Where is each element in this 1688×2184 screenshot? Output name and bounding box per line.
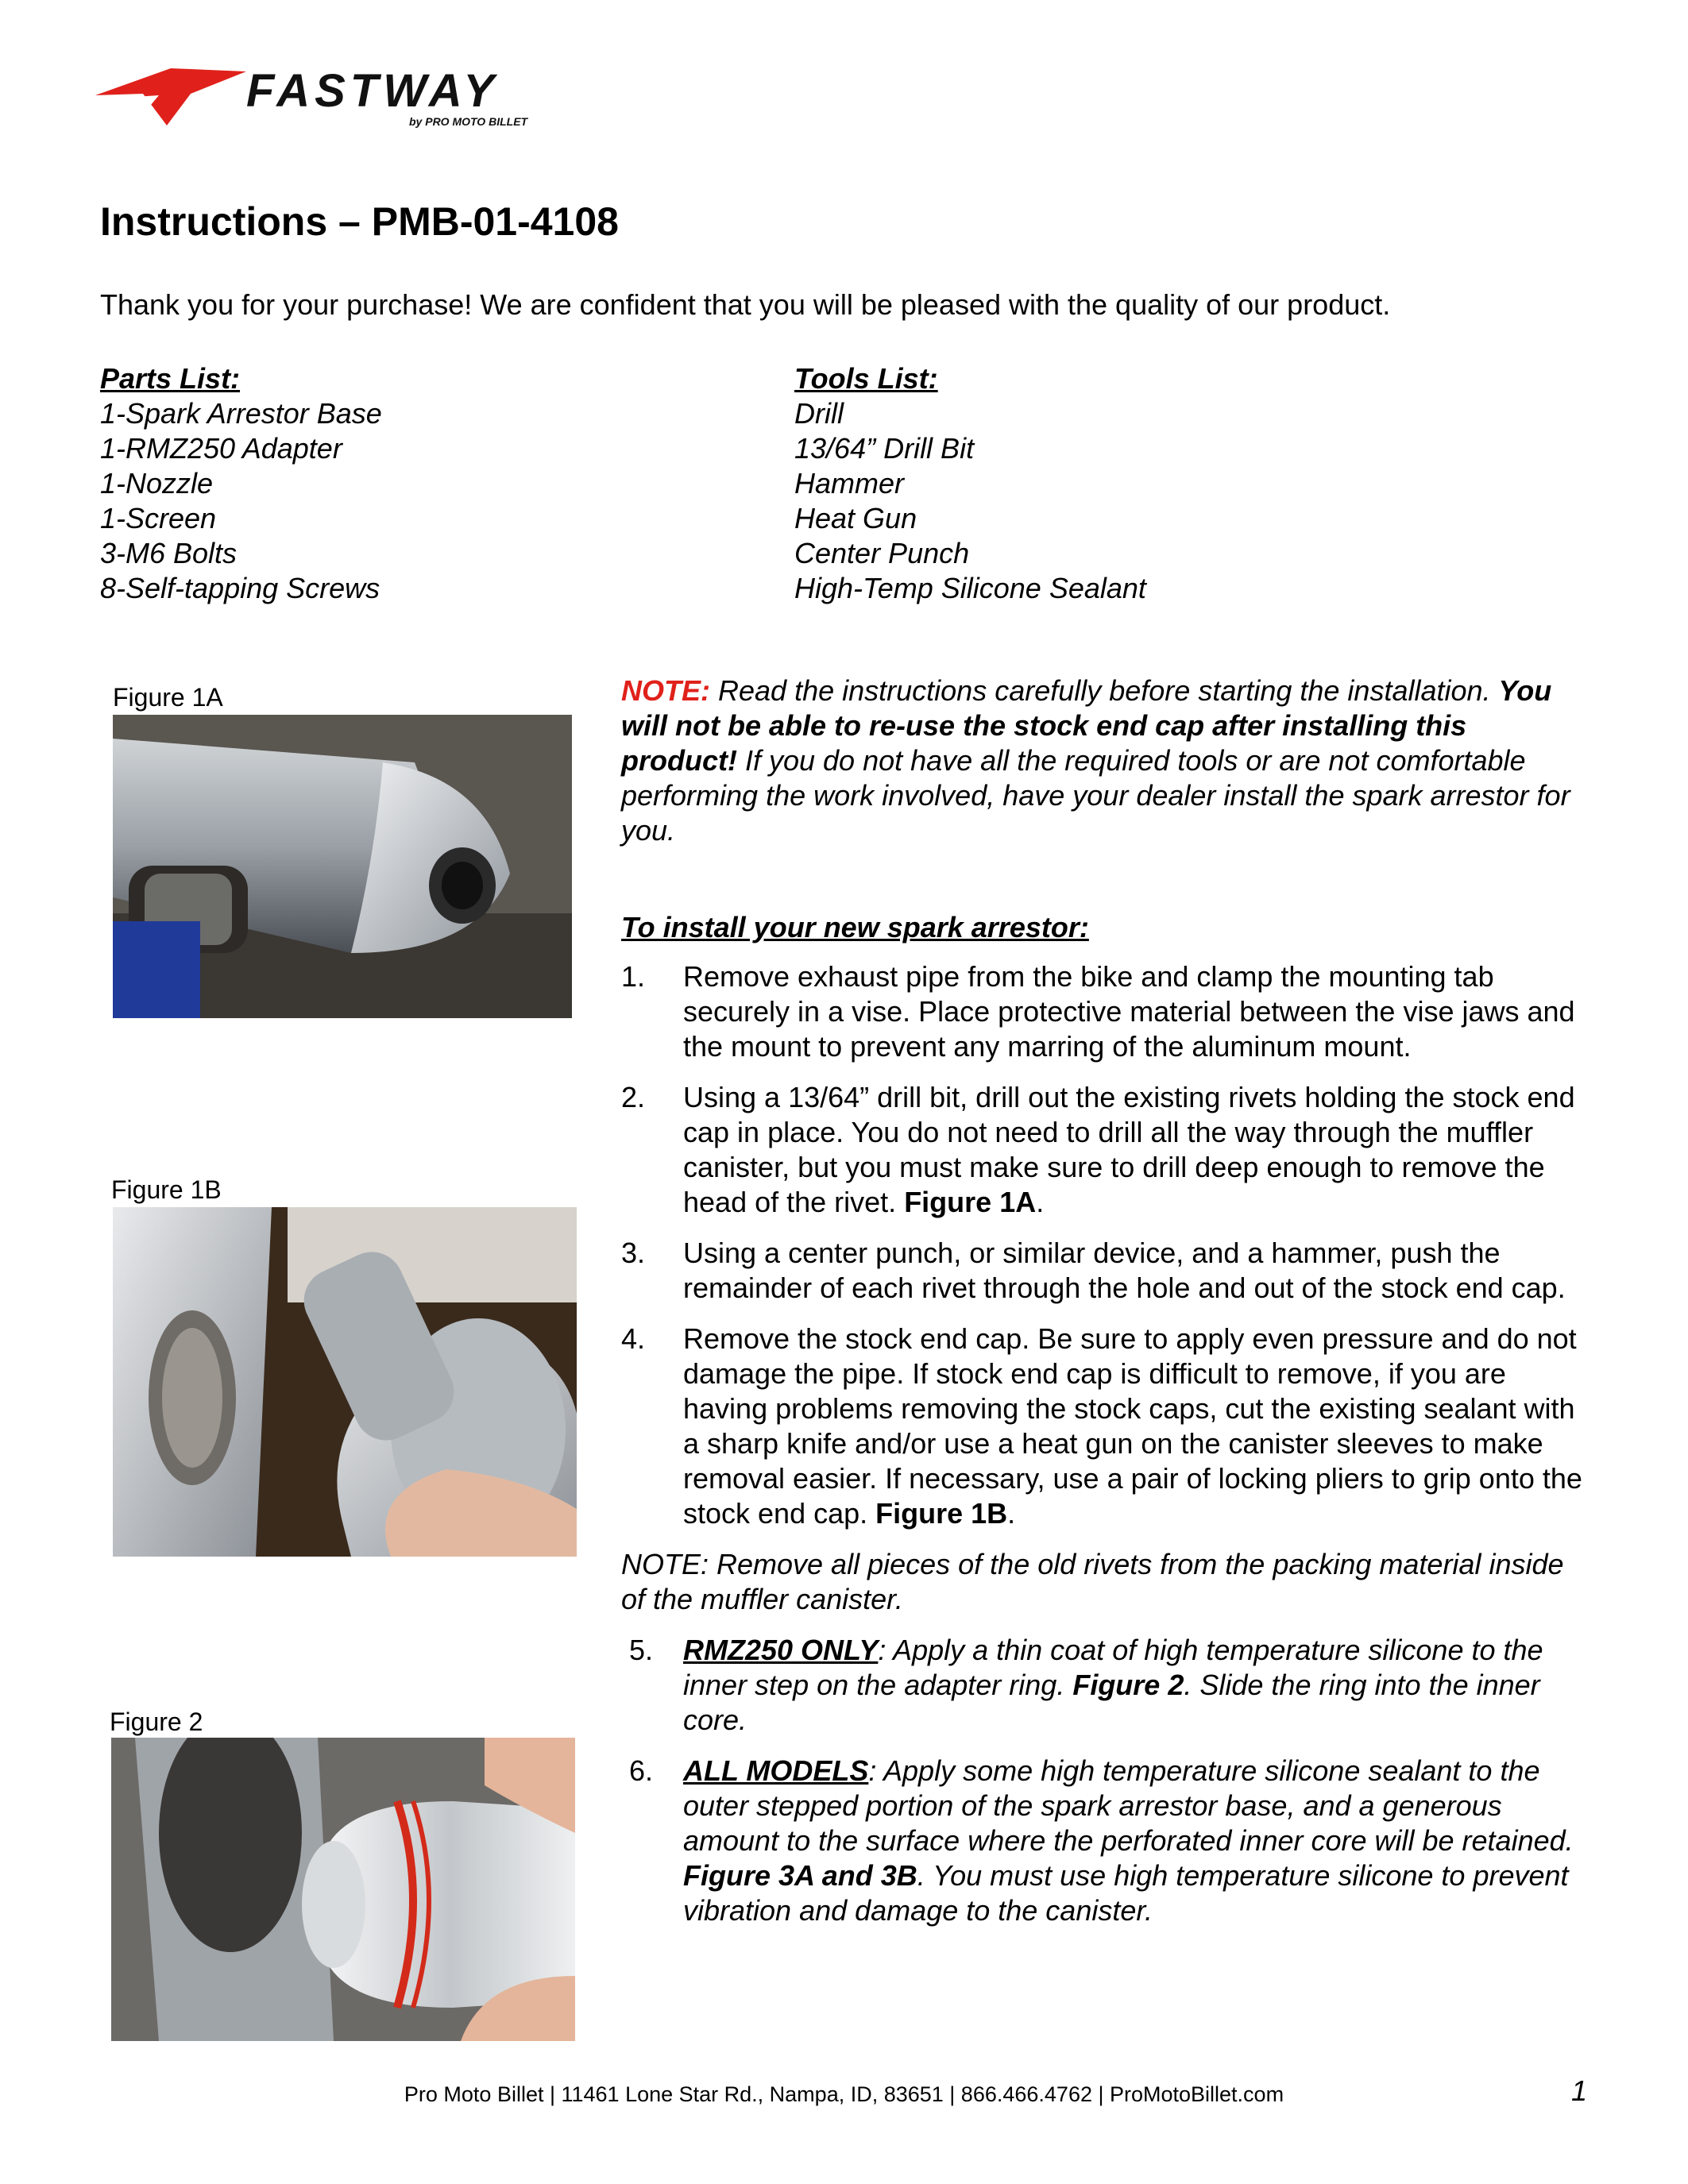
step-text: Using a center punch, or similar device, and a hammer, push the remainder of each rivet through the hole and out of the stock end cap.: [683, 1237, 1566, 1304]
steps-list: [621, 959, 1590, 1531]
figure-1b-photo: [113, 1207, 577, 1557]
parts-list-item: 1-RMZ250 Adapter: [100, 432, 342, 465]
tools-list-item: Drill: [794, 397, 844, 430]
rivet-note: NOTE: Remove all pieces of the old rivets from the packing material inside of the muffler canister.: [621, 1548, 1564, 1615]
step-number: 5.: [629, 1634, 654, 1666]
tools-list-item: High-Temp Silicone Sealant: [794, 572, 1146, 604]
step-3: [621, 1236, 1590, 1306]
logo-swoosh-cut: [111, 95, 159, 105]
figure-2-photo: [111, 1738, 575, 2041]
tools-list-item: Heat Gun: [794, 502, 917, 534]
tools-list-item: Hammer: [794, 467, 905, 500]
install-heading: To install your new spark arrestor:: [621, 911, 1089, 943]
step-number: 4.: [621, 1322, 646, 1355]
logo-sub-text: by PRO MOTO BILLET: [409, 115, 528, 128]
parts-list-item: 8-Self-tapping Screws: [100, 572, 380, 604]
step-text: Apply a thin coat of high temperature silicone to the inner step on the adapter ring.: [683, 1634, 1543, 1701]
step-text: Remove exhaust pipe from the bike and clamp the mounting tab securely in a vise. Place protective material between the vise jaws and the mount to prevent any marring of the aluminum mount.: [683, 960, 1575, 1063]
step-1: [621, 959, 1590, 1064]
figure-1b-label: Figure 1B: [111, 1175, 222, 1204]
step-text-end: . You must use high temperature silicone to prevent vibration and damage to the canister.: [683, 1859, 1569, 1927]
step-number: 3.: [621, 1237, 646, 1269]
steps-list-2: [621, 1633, 1590, 1928]
step-colon: :: [868, 1754, 877, 1787]
parts-list: [100, 361, 382, 606]
figure-2-label: Figure 2: [110, 1707, 203, 1736]
step-number: 1.: [621, 960, 646, 993]
figure-ref: Figure 3A and 3B: [683, 1859, 917, 1892]
parts-list-item: 1-Nozzle: [100, 467, 214, 500]
page-title: Instructions – PMB-01-4108: [100, 199, 619, 244]
step-text: Remove the stock end cap. Be sure to apply even pressure and do not damage the pipe. If stock end cap is difficult to remove, if you are having problems removing the stock caps, cut the existing sealant with a sharp knife and/or use a heat gun on the canister sleeves to make removal easier. If necessary, use a pair of locking pliers to grip onto the stock end cap.: [683, 1322, 1582, 1530]
figure-1a-photo: [113, 715, 572, 1018]
tools-list: [794, 361, 1146, 606]
step-5: [621, 1633, 1590, 1738]
step-4: [621, 1322, 1590, 1531]
step-2: [621, 1080, 1590, 1220]
logo-brand-text: FASTWAY: [246, 65, 500, 117]
note-bold-warning: You will not be able to re-use the stock end cap after installing this product!: [621, 674, 1552, 777]
parts-list-item: 1-Screen: [100, 502, 217, 534]
step-text: Apply some high temperature silicone sealant to the outer stepped portion of the spark arrestor base, and a generous amount to the surface where the perforated inner core will be retained.: [683, 1754, 1574, 1857]
parts-list-item: 1-Spark Arrestor Base: [100, 397, 382, 430]
tools-list-heading: Tools List:: [794, 362, 938, 395]
page-number: 1: [1571, 2074, 1588, 2107]
figure-ref: Figure 2: [1072, 1669, 1184, 1701]
note-text-2: If you do not have all the required tools or are not comfortable performing the work involved, have your dealer install the spark arrestor for you.: [621, 744, 1570, 847]
note-text-1: Read the instructions carefully before starting the installation.: [710, 674, 1499, 707]
figure-ref: Figure 1A: [904, 1186, 1037, 1218]
step-text-end: .: [1036, 1186, 1045, 1218]
step-text-end: . Slide the ring into the inner core.: [683, 1669, 1540, 1736]
step-text: Using a 13/64” drill bit, drill out the existing rivets holding the stock end cap in place. You do not need to drill all the way through the muffler canister, but you must make sure to drill deep enough to remove the head of the rivet.: [683, 1081, 1575, 1218]
step-colon: :: [878, 1634, 886, 1666]
warning-note: [621, 673, 1590, 848]
page-footer: Pro Moto Billet | 11461 Lone Star Rd., Nampa, ID, 83651 | 866.466.4762 | ProMotoBillet.com: [404, 2082, 1284, 2106]
fastway-logo-graphic: [95, 64, 604, 143]
step-number: 6.: [629, 1754, 654, 1787]
parts-list-heading: Parts List:: [100, 362, 241, 395]
note-label: NOTE:: [621, 674, 710, 707]
parts-list-item: 3-M6 Bolts: [100, 537, 238, 569]
step-6: [621, 1754, 1590, 1928]
figure-ref: Figure 1B: [875, 1497, 1008, 1530]
step-number: 2.: [621, 1081, 646, 1113]
fastway-logo: [95, 64, 604, 143]
step-lead: RMZ250 ONLY: [683, 1634, 879, 1666]
instructions-column: [621, 673, 1590, 1944]
tools-list-item: 13/64” Drill Bit: [794, 432, 975, 465]
tools-list-item: Center Punch: [794, 537, 970, 569]
step-lead: ALL MODELS: [683, 1754, 869, 1787]
logo-swoosh: [95, 68, 246, 125]
intro-text: Thank you for your purchase! We are confident that you will be pleased with the quality of our product.: [100, 288, 1391, 321]
step-text-end: .: [1007, 1497, 1016, 1530]
figure-1a-label: Figure 1A: [113, 683, 223, 712]
